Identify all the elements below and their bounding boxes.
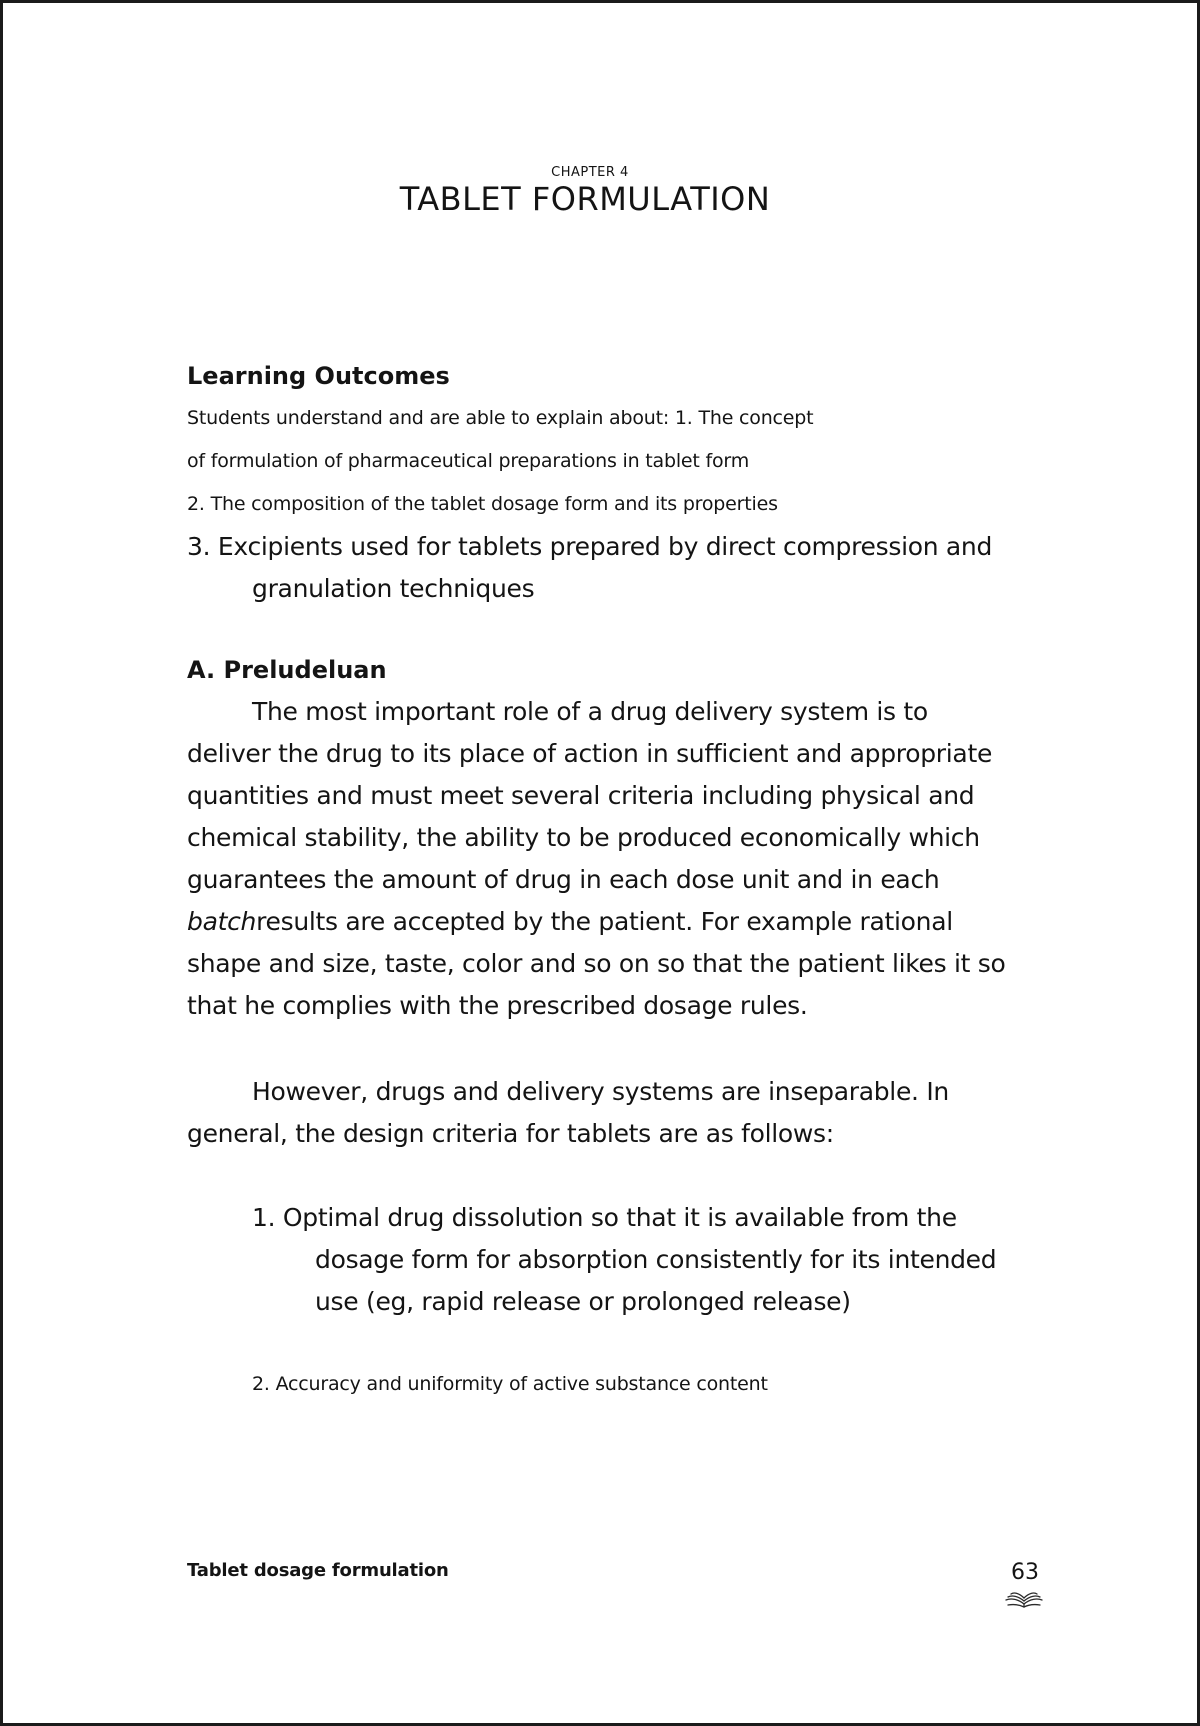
chapter-label: CHAPTER 4 (551, 165, 629, 180)
section-heading: A. Preludeluan (187, 656, 387, 684)
paragraph-line: guarantees the amount of drug in each dose unit and in each (187, 865, 940, 894)
paragraph-line: chemical stability, the ability to be produced economically which (187, 823, 980, 852)
paragraph-line: quantities and must meet several criteria including physical and (187, 781, 975, 810)
list-item-text: dosage form for absorption consistently for its intended (315, 1245, 997, 1274)
list-item: 2. Accuracy and uniformity of active substance content (252, 1373, 768, 1395)
paragraph-line: deliver the drug to its place of action in sufficient and appropriate (187, 739, 993, 768)
learning-outcomes-heading: Learning Outcomes (187, 362, 450, 390)
learning-outcome-line: 3. Excipients used for tablets prepared by direct compression and (187, 532, 993, 561)
paragraph-line: However, drugs and delivery systems are inseparable. In (252, 1077, 949, 1106)
paragraph-line (187, 901, 1057, 943)
list-item (252, 1197, 1057, 1323)
page-number: 63 (1011, 1560, 1039, 1585)
italic-term: batch (187, 907, 257, 936)
footer-title: Tablet dosage formulation (187, 1560, 449, 1581)
paragraph-line: that he complies with the prescribed dosage rules. (187, 991, 808, 1020)
criteria-list (187, 1197, 1057, 1405)
learning-outcome-line: Students understand and are able to explain about: 1. The concept (187, 407, 814, 429)
paragraph-line: The most important role of a drug delivery system is to (252, 697, 928, 726)
learning-outcome-line: granulation techniques (252, 574, 535, 603)
paragraph-line: general, the design criteria for tablets are as follows: (187, 1119, 834, 1148)
paragraph-text: results are accepted by the patient. For example rational (256, 907, 953, 936)
paragraph-line: shape and size, taste, color and so on so that the patient likes it so (187, 949, 1006, 978)
learning-outcome-line: 2. The composition of the tablet dosage form and its properties (187, 493, 778, 515)
page-content (187, 355, 1057, 1405)
book-ornament-icon (1004, 1587, 1044, 1609)
paragraph-1 (187, 691, 1057, 1027)
list-item-text: use (eg, rapid release or prolonged release) (315, 1287, 851, 1316)
list-item-text: 1. Optimal drug dissolution so that it is available from the (252, 1203, 957, 1232)
paragraph-2 (187, 1071, 1057, 1155)
chapter-title: TABLET FORMULATION (399, 180, 771, 218)
learning-outcome-line: of formulation of pharmaceutical preparations in tablet form (187, 450, 749, 472)
